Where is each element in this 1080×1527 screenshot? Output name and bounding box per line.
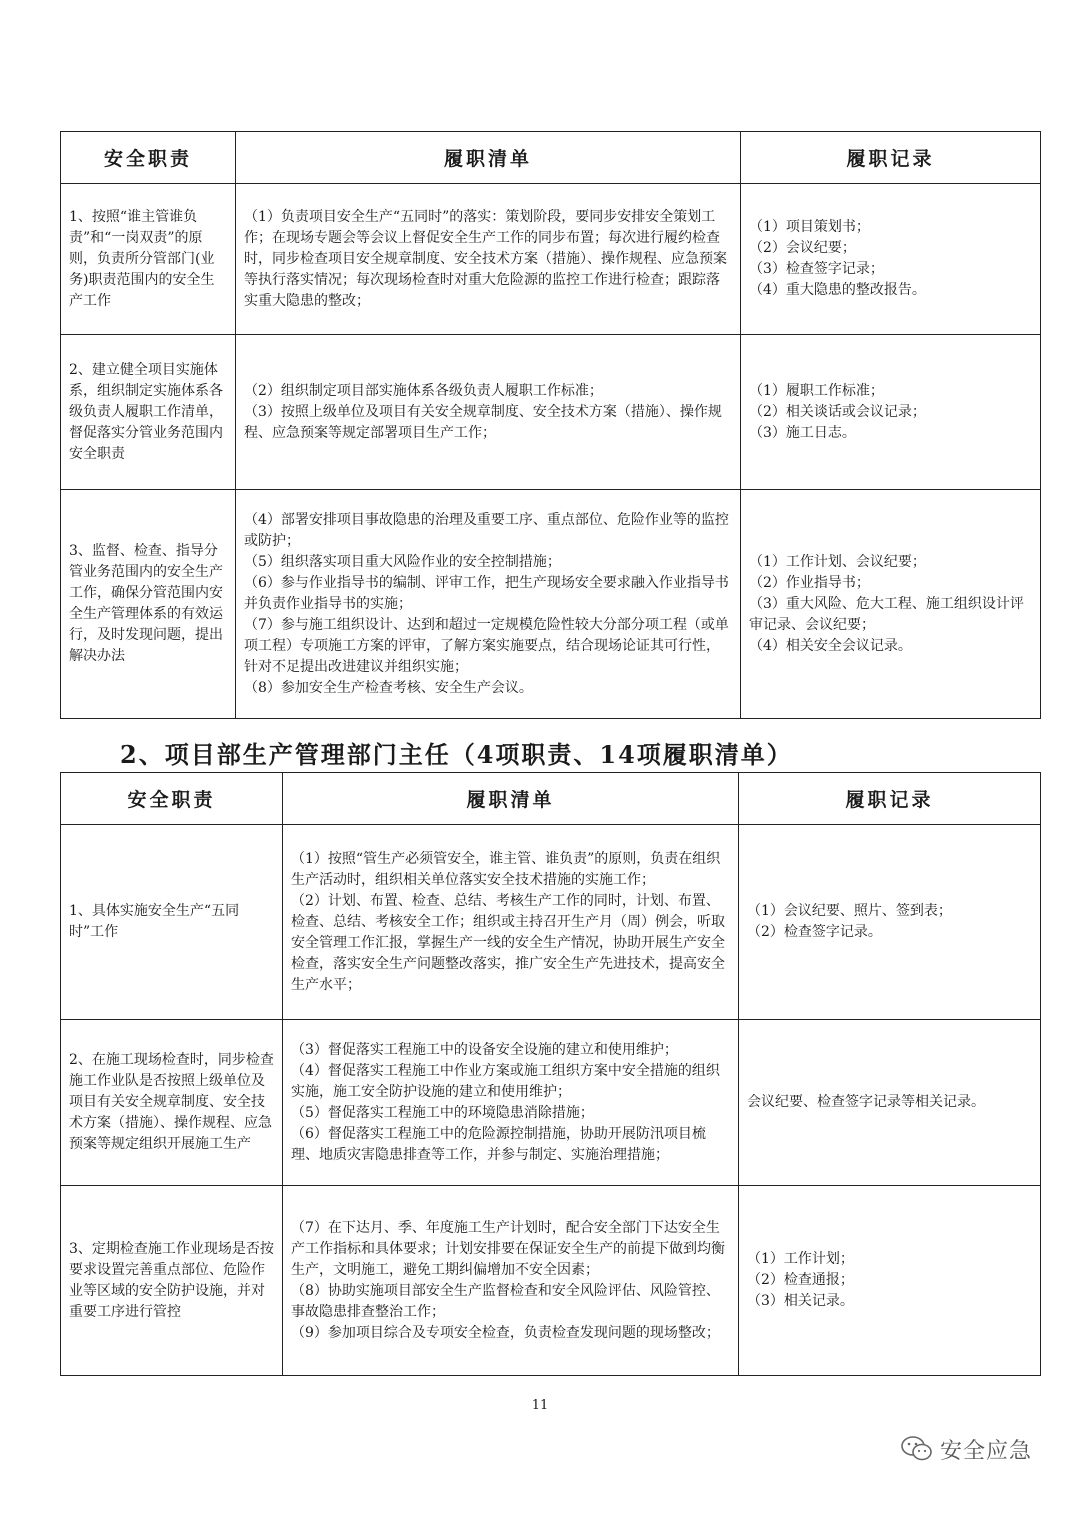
table-row <box>61 825 1041 1020</box>
task-item: （4）督促落实工程施工中作业方案或施工组织方案中安全措施的组织实施，施工安全防护设施的建立和使用维护； <box>291 1062 720 1100</box>
record-item: （2）检查签字记录。 <box>747 924 882 940</box>
records-cell <box>739 1245 1040 1316</box>
task-item: （4）部署安排项目事故隐患的治理及重要工序、重点部位、危险作业等的监控或防护； <box>244 511 729 549</box>
header-tasks: 履职清单 <box>283 773 739 825</box>
task-item: （6）参与作业指导书的编制、评审工作，把生产现场安全要求融入作业指导书并负责作业指导书的实施； <box>244 574 729 612</box>
record-item: （1）履职工作标准； <box>749 382 884 399</box>
watermark-text: 安全应急 <box>940 1439 1033 1464</box>
table-row <box>61 1020 1041 1186</box>
record-item: （1）会议纪要、照片、签到表； <box>747 903 952 919</box>
duty-cell: 3、监督、检查、指导分管业务范围内的安全生产工作，确保分管范围内安全生产管理体系的有效运行，及时发现问题，提出解决办法 <box>69 543 223 664</box>
record-item: 会议纪要、检查签字记录等相关记录。 <box>747 1094 985 1110</box>
record-item: （4）重大隐患的整改报告。 <box>749 282 926 298</box>
table-row <box>61 490 1041 719</box>
task-item: （7）在下达月、季、年度施工生产计划时，配合安全部门下达安全生产工作指标和具体要求；计划安排要在保证安全生产的前提下做到均衡生产，文明施工，避免工期纠偏增加不安全因素； <box>291 1219 725 1278</box>
header-duty: 安全职责 <box>61 773 283 825</box>
task-item: （5）组织落实项目重大风险作业的安全控制措施； <box>244 553 561 570</box>
record-item: （1）工作计划、会议纪要； <box>749 553 926 570</box>
tasks-cell <box>283 845 738 1000</box>
record-item: （3）重大风险、危大工程、施工组织设计评审记录、会议纪要； <box>749 595 1024 633</box>
duty-cell: 2、建立健全项目实施体系，组织制定实施体系各级负责人履职工作清单，督促落实分管业务范围内安全职责 <box>69 361 223 462</box>
duty-cell: 3、定期检查施工作业现场是否按要求设置完善重点部位、危险作业等区域的安全防护设施，并对重要工序进行管控 <box>69 1240 274 1320</box>
record-item: （3）施工日志。 <box>749 424 856 441</box>
tasks-cell <box>236 203 740 316</box>
record-item: （4）相关安全会议记录。 <box>749 637 912 654</box>
duty-table-2 <box>60 772 1041 1376</box>
watermark <box>900 1430 1060 1470</box>
header-duty: 安全职责 <box>61 132 236 184</box>
tasks-cell <box>236 377 740 448</box>
record-item: （2）会议纪要； <box>749 240 856 256</box>
header-records: 履职记录 <box>741 132 1041 184</box>
table-row <box>61 335 1041 490</box>
records-cell <box>741 377 1040 448</box>
task-item: （1）按照“管生产必须管安全，谁主管、谁负责”的原则，负责在组织生产活动时，组织相关单位落实安全技术措施的实施工作； <box>291 850 721 888</box>
tasks-cell <box>283 1036 738 1170</box>
task-item: （6）督促落实工程施工中的危险源控制措施，协助开展防汛项目梳理、地质灾害隐患排查等工作，并参与制定、实施治理措施； <box>291 1125 706 1163</box>
duty-table-1 <box>60 131 1041 719</box>
record-item: （3）相关记录。 <box>747 1293 854 1309</box>
section-title: 2、项目部生产管理部门主任（4项职责、14项履职清单） <box>120 740 793 769</box>
task-item: （3）按照上级单位及项目有关安全规章制度、安全技术方案（措施）、操作规程、应急预案等规定部署项目生产工作； <box>244 403 722 441</box>
duty-cell: 2、在施工现场检查时，同步检查施工作业队是否按照上级单位及项目有关安全规章制度、安全技术方案（措施）、操作规程、应急预案等规定组织开展施工生产 <box>69 1052 274 1152</box>
page-number: 11 <box>531 1398 549 1413</box>
records-cell <box>739 1088 1040 1117</box>
header-records: 履职记录 <box>739 773 1041 825</box>
task-item: （1）负责项目安全生产“五同时”的落实：策划阶段，要同步安排安全策划工作；在现场专题会等会议上督促安全生产工作的同步布置；每次进行履约检查时，同步检查项目安全规章制度、安全技术方案（措施）、操作规程、应急预案等执行落实情况；每次现场检查时对重大危险源的监控工作进行检查；跟踪落实重大隐患的整改； <box>244 208 727 309</box>
task-item: （2）组织制定项目部实施体系各级负责人履职工作标准； <box>244 382 603 399</box>
record-item: （1）项目策划书； <box>749 219 870 235</box>
record-item: （2）相关谈话或会议记录； <box>749 403 926 420</box>
record-item: （2）作业指导书； <box>749 574 870 591</box>
wechat-icon <box>900 1434 934 1464</box>
table-row <box>61 184 1041 335</box>
header-tasks: 履职清单 <box>236 132 741 184</box>
duty-cell: 1、按照“谁主管谁负责”和“一岗双责”的原则，负责所分管部门(业务)职责范围内的安全生产工作 <box>69 208 215 309</box>
task-item: （9）参加项目综合及专项安全检查，负责检查发现问题的现场整改； <box>291 1324 720 1341</box>
duty-cell: 1、具体实施安全生产“五同时”工作 <box>69 903 240 940</box>
task-item: （3）督促落实工程施工中的设备安全设施的建立和使用维护； <box>291 1041 678 1058</box>
task-item: （7）参与施工组织设计、达到和超过一定规模危险性较大分部分项工程（或单项工程）专项施工方案的评审，了解方案实施要点，结合现场论证其可行性，针对不足提出改进建议并组织实施； <box>244 616 729 675</box>
tasks-cell <box>236 506 740 703</box>
task-item: （8）协助实施项目部安全生产监督检查和安全风险评估、风险管控、事故隐患排查整治工作； <box>291 1282 720 1320</box>
records-cell <box>741 548 1040 661</box>
task-item: （8）参加安全生产检查考核、安全生产会议。 <box>244 679 533 696</box>
table-header-row <box>61 773 1041 825</box>
task-item: （5）督促落实工程施工中的环境隐患消除措施； <box>291 1104 594 1121</box>
table-header-row <box>61 132 1041 184</box>
task-item: （2）计划、布置、检查、总结、考核生产工作的同时，计划、布置、检查、总结、考核安全工作；组织或主持召开生产月（周）例会，听取安全管理工作汇报，掌握生产一线的安全生产情况，协助开展生产安全检查，落实安全生产问题整改落实，推广安全生产先进技术，提高安全生产水平； <box>291 892 725 993</box>
table-row <box>61 1186 1041 1376</box>
record-item: （2）检查通报； <box>747 1272 854 1288</box>
record-item: （1）工作计划； <box>747 1251 854 1267</box>
records-cell <box>741 213 1040 305</box>
record-item: （3）检查签字记录； <box>749 261 884 277</box>
records-cell <box>739 897 1040 947</box>
tasks-cell <box>283 1214 738 1348</box>
